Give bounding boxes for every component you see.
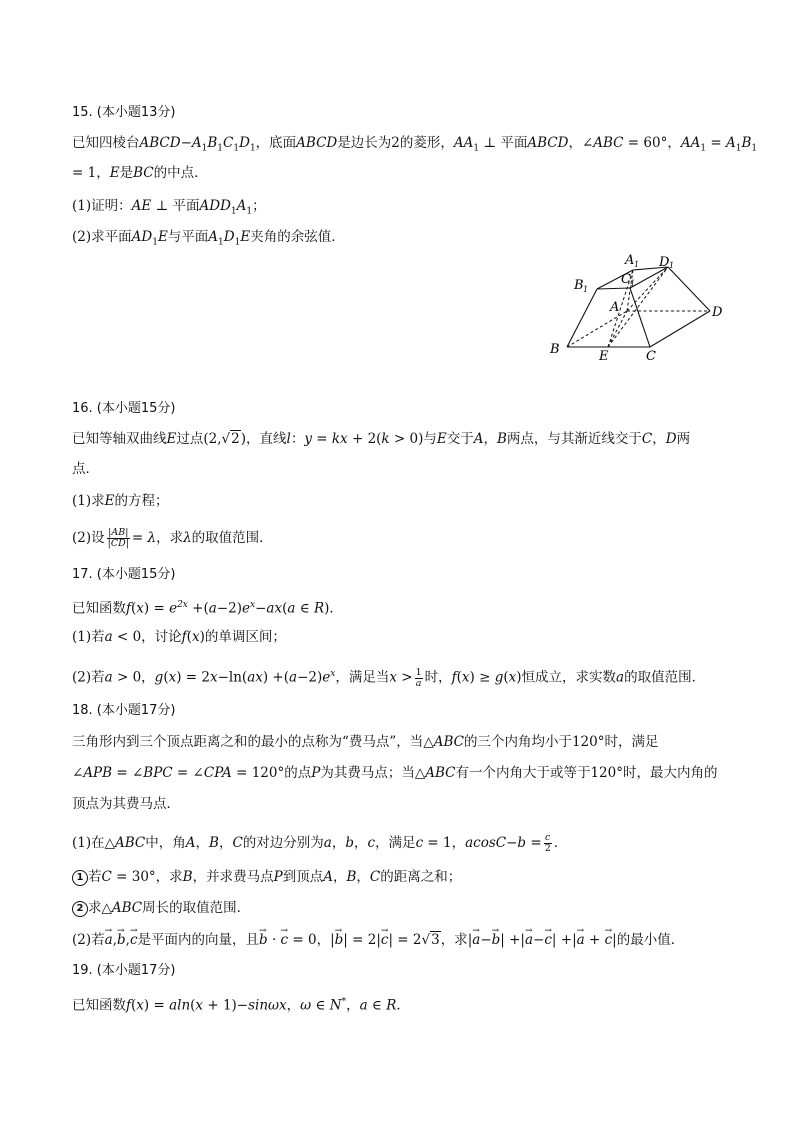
problem-17-question-2: (2)若a > 0，$g(x) = 2x-\ln(ax) +(a-2)e^x$，满足当x > $\frac{1}{a}$ 时，f(x) ≥ g(x)恒成立，求实数a的取值范围． xyxy=(72,666,706,689)
label-D: D xyxy=(712,305,723,320)
label-E: E xyxy=(599,349,609,364)
label-B: B xyxy=(550,342,560,357)
problem-16-heading: 16. (本小题15分) xyxy=(72,401,176,416)
problem-18-question-1: (1)在△ABC中，角A，B，C的对边分别为a，b，c，满足c = 1，acosC−b = $\frac{c}{2}$ ． xyxy=(72,832,568,854)
problem-15-line-1: 已知四棱台$ABCD-A_1B_1C_1D_1$，底面ABCD是边长为2的菱形，$AA_1$ ⊥ 平面ABCD，∠ABC = 60°，$AA_1 = A_1B_1$ xyxy=(72,135,758,154)
problem-17-line-1: 已知函数$f(x) = e^{2x} +(a-2)e^x-ax(a$ ∈ R)． xyxy=(72,600,343,617)
frustum-figure xyxy=(540,250,730,365)
problem-16-line-1: 已知等轴双曲线E过点(2,√2)，直线l：y = kx + 2(k > 0)与E交于A，B两点，与其渐近线交于C，D两 xyxy=(72,431,691,447)
problem-18-line-2: ∠APB = ∠BPC = ∠CPA = 120°的点P为其费马点；当△ABC有一个内角大于或等于120°时，最大内角的 xyxy=(72,765,718,781)
svg-text:1: 1 xyxy=(583,285,589,294)
problem-18-subquestion-2: 2 求△ABC周长的取值范围． xyxy=(72,899,250,917)
problem-15-question-2: (2)求平面$AD_1E$与平面$A_1D_1E$夹角的余弦值． xyxy=(72,229,345,248)
problem-18-heading: 18. (本小题17分) xyxy=(72,703,176,718)
svg-text:1: 1 xyxy=(634,260,640,269)
problem-19-line-1: 已知函数f(x) = aln(x + 1)−sinωx，ω ∈ N*，a ∈ R． xyxy=(72,997,410,1014)
svg-text:1: 1 xyxy=(669,261,675,270)
label-B1: B xyxy=(574,278,584,293)
problem-18-line-3: 顶点为其费马点． xyxy=(72,796,180,812)
problem-16-question-1: (1)求E的方程； xyxy=(72,493,169,509)
label-C: C xyxy=(646,349,656,364)
label-C1: C xyxy=(621,272,631,287)
problem-17-heading: 17. (本小题15分) xyxy=(72,567,176,582)
problem-17-question-1: (1)若a < 0，讨论f(x)的单调区间； xyxy=(72,629,286,645)
label-D1: D xyxy=(659,255,670,270)
problem-18-subquestion-1: 1 若C = 30°，求B，并求费马点P到顶点A，B，C的距离之和； xyxy=(72,868,461,886)
problem-18-question-2: (2)若→ a,→ b,→ c是平面内的向量，且→ b · → c = 0，|→ b| = 2|→ c| = 2√3，求|→ a−→ b| +|→ a−→ c| +|→ a + → c|的最小值． xyxy=(72,931,684,949)
problem-19-heading: 19. (本小题17分) xyxy=(72,963,176,978)
problem-16-question-2: (2)设 $\frac{|AB|}{|CD|}$ = λ，求λ的取值范围． xyxy=(72,527,273,549)
problem-15-heading: 15. (本小题13分) xyxy=(72,105,176,120)
problem-18-line-1: 三角形内到三个顶点距离之和的最小的点称为“费马点”，当△ABC的三个内角均小于120°时，满足 xyxy=(72,734,659,750)
problem-15-line-2: = 1，E是BC的中点． xyxy=(72,165,208,181)
problem-16-line-2: 点． xyxy=(72,461,99,477)
label-A1: A xyxy=(625,253,635,268)
problem-15-question-1: (1)证明：AE ⊥ 平面$ADD_1A_1$； xyxy=(72,198,266,217)
svg-text:1: 1 xyxy=(630,279,636,288)
label-A: A xyxy=(610,300,620,315)
